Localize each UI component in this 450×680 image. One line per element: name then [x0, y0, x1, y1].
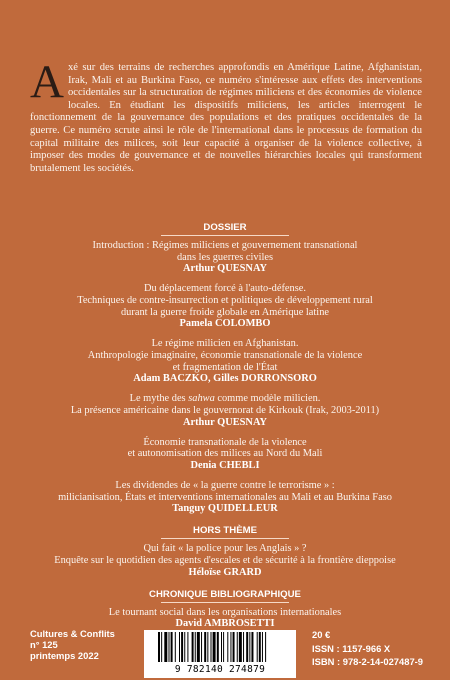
- intro-text: xé sur des terrains de recherches approfondis en Amérique Latine, Afghanistan, Irak, Mali et au Burkina Faso, ce numéro s'intéresse aux effets des interventions occidentales sur la structuration de régimes miliciens et des économies de violence locales. En étudiant les dispositifs miliciens, les articles interrogent le fonctionnement de la gouvernance des populations et des pratiques occidentales de la guerre. Ce numéro scrute ainsi le rôle de l'international dans le processus de formation du capital militaire des milices, soit leur capacité à organiser de la violence collective, à imposer des modes de gouvernance et de nouvelles hiérarchies locales qui transforment brutalement les sociétés.: [30, 62, 422, 174]
- price-and-identifiers: [312, 628, 423, 669]
- article-title-line: La présence américaine dans le gouvernorat de Kirkouk (Irak, 2003-2011): [70, 405, 380, 417]
- article-author: Arthur QUESNAY: [182, 263, 267, 275]
- article-entry: [20, 393, 430, 428]
- article-title-line: Qui fait « la police pour les Anglais » ?: [143, 543, 307, 555]
- article-entry: [20, 437, 430, 472]
- article-title-line: Anthropologie imaginaire, économie transnationale de la violence: [87, 350, 363, 362]
- article-title-line: Techniques de contre-insurrection et politiques de développement rural: [77, 295, 373, 307]
- article-title-line: Du déplacement forcé à l'auto-défense.: [144, 283, 306, 295]
- journal-title: Cultures & Conflits: [30, 628, 115, 639]
- article-title-line: Le régime milicien en Afghanistan.: [151, 338, 299, 350]
- section-divider: [161, 602, 289, 603]
- isbn: ISBN : 978-2-14-027487-9: [312, 656, 423, 668]
- price: 20 €: [312, 629, 331, 640]
- article-author: Arthur QUESNAY: [182, 416, 267, 428]
- article-author: Héloïse GRARD: [188, 566, 262, 578]
- article-title-line: dans les guerres civiles: [176, 251, 274, 263]
- article-title-line: et fragmentation de l'État: [172, 361, 278, 373]
- article-entry: [20, 480, 430, 515]
- article-title-line: Introduction : Régimes miliciens et gouvernement transnational: [92, 240, 358, 251]
- journal-info: [30, 628, 115, 661]
- article-title-line: et autonomisation des milices au Nord du Mali: [127, 448, 323, 460]
- issue-number: n° 125: [30, 639, 58, 650]
- section-title: CHRONIQUE BIBLIOGRAPHIQUE: [149, 588, 301, 600]
- section-divider: [161, 538, 289, 539]
- article-author: Adam BACZKO, Gilles DORRONSORO: [133, 373, 317, 385]
- section-title: DOSSIER: [203, 222, 247, 233]
- article-author: Pamela COLOMBO: [179, 318, 271, 330]
- article-entry: [20, 338, 430, 385]
- article-title-line: Le mythe des sahwa comme modèle milicien.: [129, 393, 321, 405]
- article-title-line: Économie transnationale de la violence: [143, 436, 307, 448]
- article-entry: [20, 607, 430, 631]
- article-title-line: Les dividendes de « la guerre contre le terrorisme » :: [115, 479, 335, 491]
- table-of-contents: [20, 222, 430, 640]
- barcode-bars: [158, 632, 282, 664]
- article-title-line: Le tournant social dans les organisations internationales: [108, 606, 342, 618]
- section-divider: [161, 235, 289, 236]
- article-title-line: milicianisation, États et interventions internationales au Mali et au Burkina Faso: [58, 491, 392, 503]
- section-title: HORS THÈME: [193, 525, 257, 537]
- article-entry: [20, 543, 430, 578]
- issn: ISSN : 1157-966 X: [312, 642, 391, 654]
- issue-season: printemps 2022: [30, 650, 99, 661]
- article-entry: [20, 283, 430, 330]
- article-title-line: Enquête sur le quotidien des agents d'escales et de sécurité à la frontière dieppoise: [54, 554, 396, 566]
- article-author: David AMBROSETTI: [175, 618, 275, 630]
- barcode-number: 9 782140 274879: [174, 664, 266, 675]
- drop-cap: A: [30, 56, 64, 108]
- barcode: [144, 630, 296, 678]
- article-title-line: durant la guerre froide globale en Amérique latine: [120, 306, 329, 318]
- article-author: Denia CHEBLI: [190, 460, 260, 472]
- intro-paragraph: [30, 56, 422, 175]
- article-entry: [20, 240, 430, 275]
- article-author: Tanguy QUIDELLEUR: [172, 503, 278, 515]
